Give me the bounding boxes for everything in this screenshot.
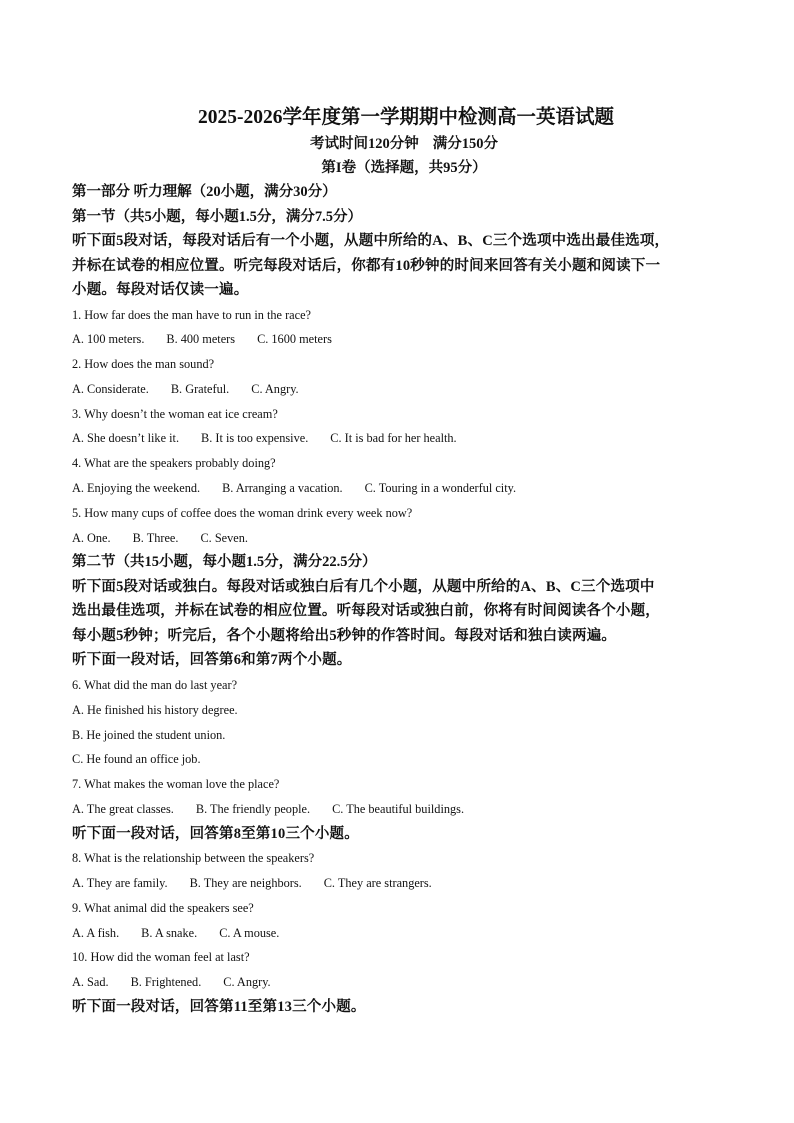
option-a: A. She doesn’t like it. [72,431,180,446]
question-4: 4. What are the speakers probably doing? [72,456,276,471]
question-3: 3. Why doesn’t the woman eat ice cream? [72,406,278,421]
option-c: C. 1600 meters [257,332,332,347]
section2-instruction-line: 听下面5段对话或独白。每段对话或独白后有几个小题，从题中所给的A、B、C三个选项中 [72,578,655,595]
volume-heading: 第I卷（选择题，共95分） [321,160,487,176]
section2-instruction-line: 选出最佳选项，并标在试卷的相应位置。听每段对话或独白前，你将有时间阅读各个小题， [72,603,660,620]
question-10-options [72,970,728,995]
group-intro-6-7: 听下面一段对话，回答第6和第7两个小题。 [72,652,352,669]
exam-time: 考试时间120分钟 [310,136,419,152]
question-10: 10. How did the woman feel at last? [72,950,250,965]
option-a: A. Sad. [72,975,109,990]
option-c: C. Seven. [200,530,248,545]
option-c: C. Angry. [223,975,271,990]
option-a: A. He finished his history degree. [72,702,238,717]
question-1: 1. How far does the man have to run in the race? [72,307,312,322]
option-b: B. Three. [132,530,179,545]
group-intro-8-10: 听下面一段对话，回答第8至第10三个小题。 [72,825,359,842]
option-c: C. A mouse. [219,925,280,940]
option-a: A. Enjoying the weekend. [72,481,201,496]
question-5: 5. How many cups of coffee does the woman drink every week now? [72,505,413,520]
part1-heading: 第一部分 听力理解（20小题，满分30分） [72,184,337,200]
group-intro-11-13: 听下面一段对话，回答第11至第13三个小题。 [72,999,366,1016]
exam-title: 2025-2026学年度第一学期期中检测高一英语试题 [198,107,614,128]
question-5-options [72,526,728,551]
exam-info [72,132,728,156]
question-2: 2. How does the man sound? [72,357,215,372]
option-b: B. He joined the student union. [72,727,226,742]
question-9-options [72,921,728,946]
question-9: 9. What animal did the speakers see? [72,900,254,915]
option-c: C. They are strangers. [323,876,432,891]
option-c: C. It is bad for her health. [330,431,457,446]
option-b: B. Grateful. [170,381,230,396]
option-a: A. The great classes. [72,801,174,816]
option-b: B. Frightened. [130,975,202,990]
section1-heading: 第一节（共5小题，每小题1.5分，满分7.5分） [72,208,362,225]
exam-page [72,104,728,1020]
section2-heading: 第二节（共15小题，每小题1.5分，满分22.5分） [72,554,377,571]
section2-instruction-line: 每小题5秒钟；听完后，各个小题将给出5秒钟的作答时间。每段对话和独白读两遍。 [72,627,617,644]
option-a: A. 100 meters. [72,332,145,347]
question-8: 8. What is the relationship between the speakers? [72,851,315,866]
option-b: B. 400 meters [166,332,236,347]
question-2-options [72,377,728,402]
question-6: 6. What did the man do last year? [72,677,238,692]
option-a: A. One. [72,530,111,545]
section1-instruction-line: 并标在试卷的相应位置。听完每段对话后，你都有10秒钟的时间来回答有关小题和阅读下一 [72,257,661,274]
question-8-options [72,871,728,896]
option-b: B. Arranging a vacation. [222,481,343,496]
option-b: B. A snake. [141,925,198,940]
option-b: B. It is too expensive. [201,431,309,446]
option-a: A. Considerate. [72,381,149,396]
section1-instruction-line: 小题。每段对话仅读一遍。 [72,282,249,298]
option-c: C. Touring in a wonderful city. [364,481,517,496]
option-b: B. They are neighbors. [189,876,302,891]
question-7-options [72,797,728,822]
option-c: C. He found an office job. [72,752,201,767]
option-b: B. The friendly people. [195,801,311,816]
question-3-options [72,426,728,451]
option-a: A. A fish. [72,925,120,940]
option-a: A. They are family. [72,876,168,891]
question-4-options [72,476,728,501]
question-7: 7. What makes the woman love the place? [72,777,280,792]
section1-instruction-line: 听下面5段对话，每段对话后有一个小题，从题中所给的A、B、C三个选项中选出最佳选项， [72,233,670,249]
question-1-options [72,327,728,352]
exam-score: 满分150分 [432,136,498,152]
option-c: C. The beautiful buildings. [332,801,465,816]
option-c: C. Angry. [251,381,299,396]
